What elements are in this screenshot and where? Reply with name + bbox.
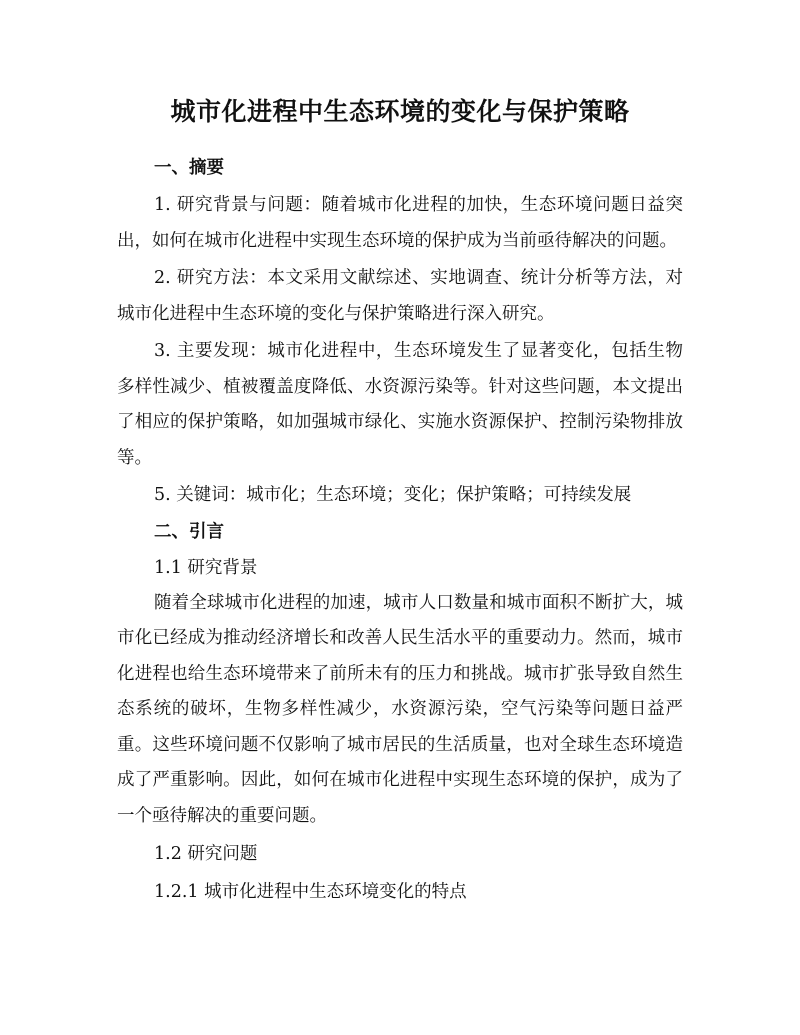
introduction-heading: 二、引言	[154, 521, 224, 542]
abstract-item-methods: 2. 研究方法：本文采用文献综述、实地调查、统计分析等方法，对城市化进程中生态环境的变化与保护策略进行深入研究。	[117, 268, 683, 324]
section-heading-1-1: 1.1 研究背景	[154, 557, 258, 578]
abstract-item-keywords: 5. 关键词：城市化；生态环境；变化；保护策略；可持续发展	[154, 485, 632, 505]
abstract-item-background: 1. 研究背景与问题：随着城市化进程的加快，生态环境问题日益突出，如何在城市化进程中实现生态环境的保护成为当前亟待解决的问题。	[117, 195, 683, 251]
section-heading-1-2-1: 1.2.1 城市化进程中生态环境变化的特点	[154, 882, 467, 902]
abstract-heading: 一、摘要	[154, 158, 224, 178]
document-body	[117, 90, 683, 910]
document-title: 城市化进程中生态环境的变化与保护策略	[170, 97, 630, 126]
section-heading-1-2: 1.2 研究问题	[154, 844, 258, 864]
abstract-item-findings: 3. 主要发现：城市化进程中，生态环境发生了显著变化，包括生物多样性减少、植被覆盖度降低、水资源污染等。针对这些问题，本文提出了相应的保护策略，如加强城市绿化、实施水资源保护、控制污染物排放等。	[117, 341, 683, 468]
background-paragraph: 随着全球城市化进程的加速，城市人口数量和城市面积不断扩大，城市化已经成为推动经济增长和改善人民生活水平的重要动力。然而，城市化进程也给生态环境带来了前所未有的压力和挑战。城市扩张导致自然生态系统的破坏，生物多样性减少，水资源污染，空气污染等问题日益严重。这些环境问题不仅影响了城市居民的生活质量，也对全球生态环境造成了严重影响。因此，如何在城市化进程中实现生态环境的保护，成为了一个亟待解决的重要问题。	[117, 592, 683, 826]
